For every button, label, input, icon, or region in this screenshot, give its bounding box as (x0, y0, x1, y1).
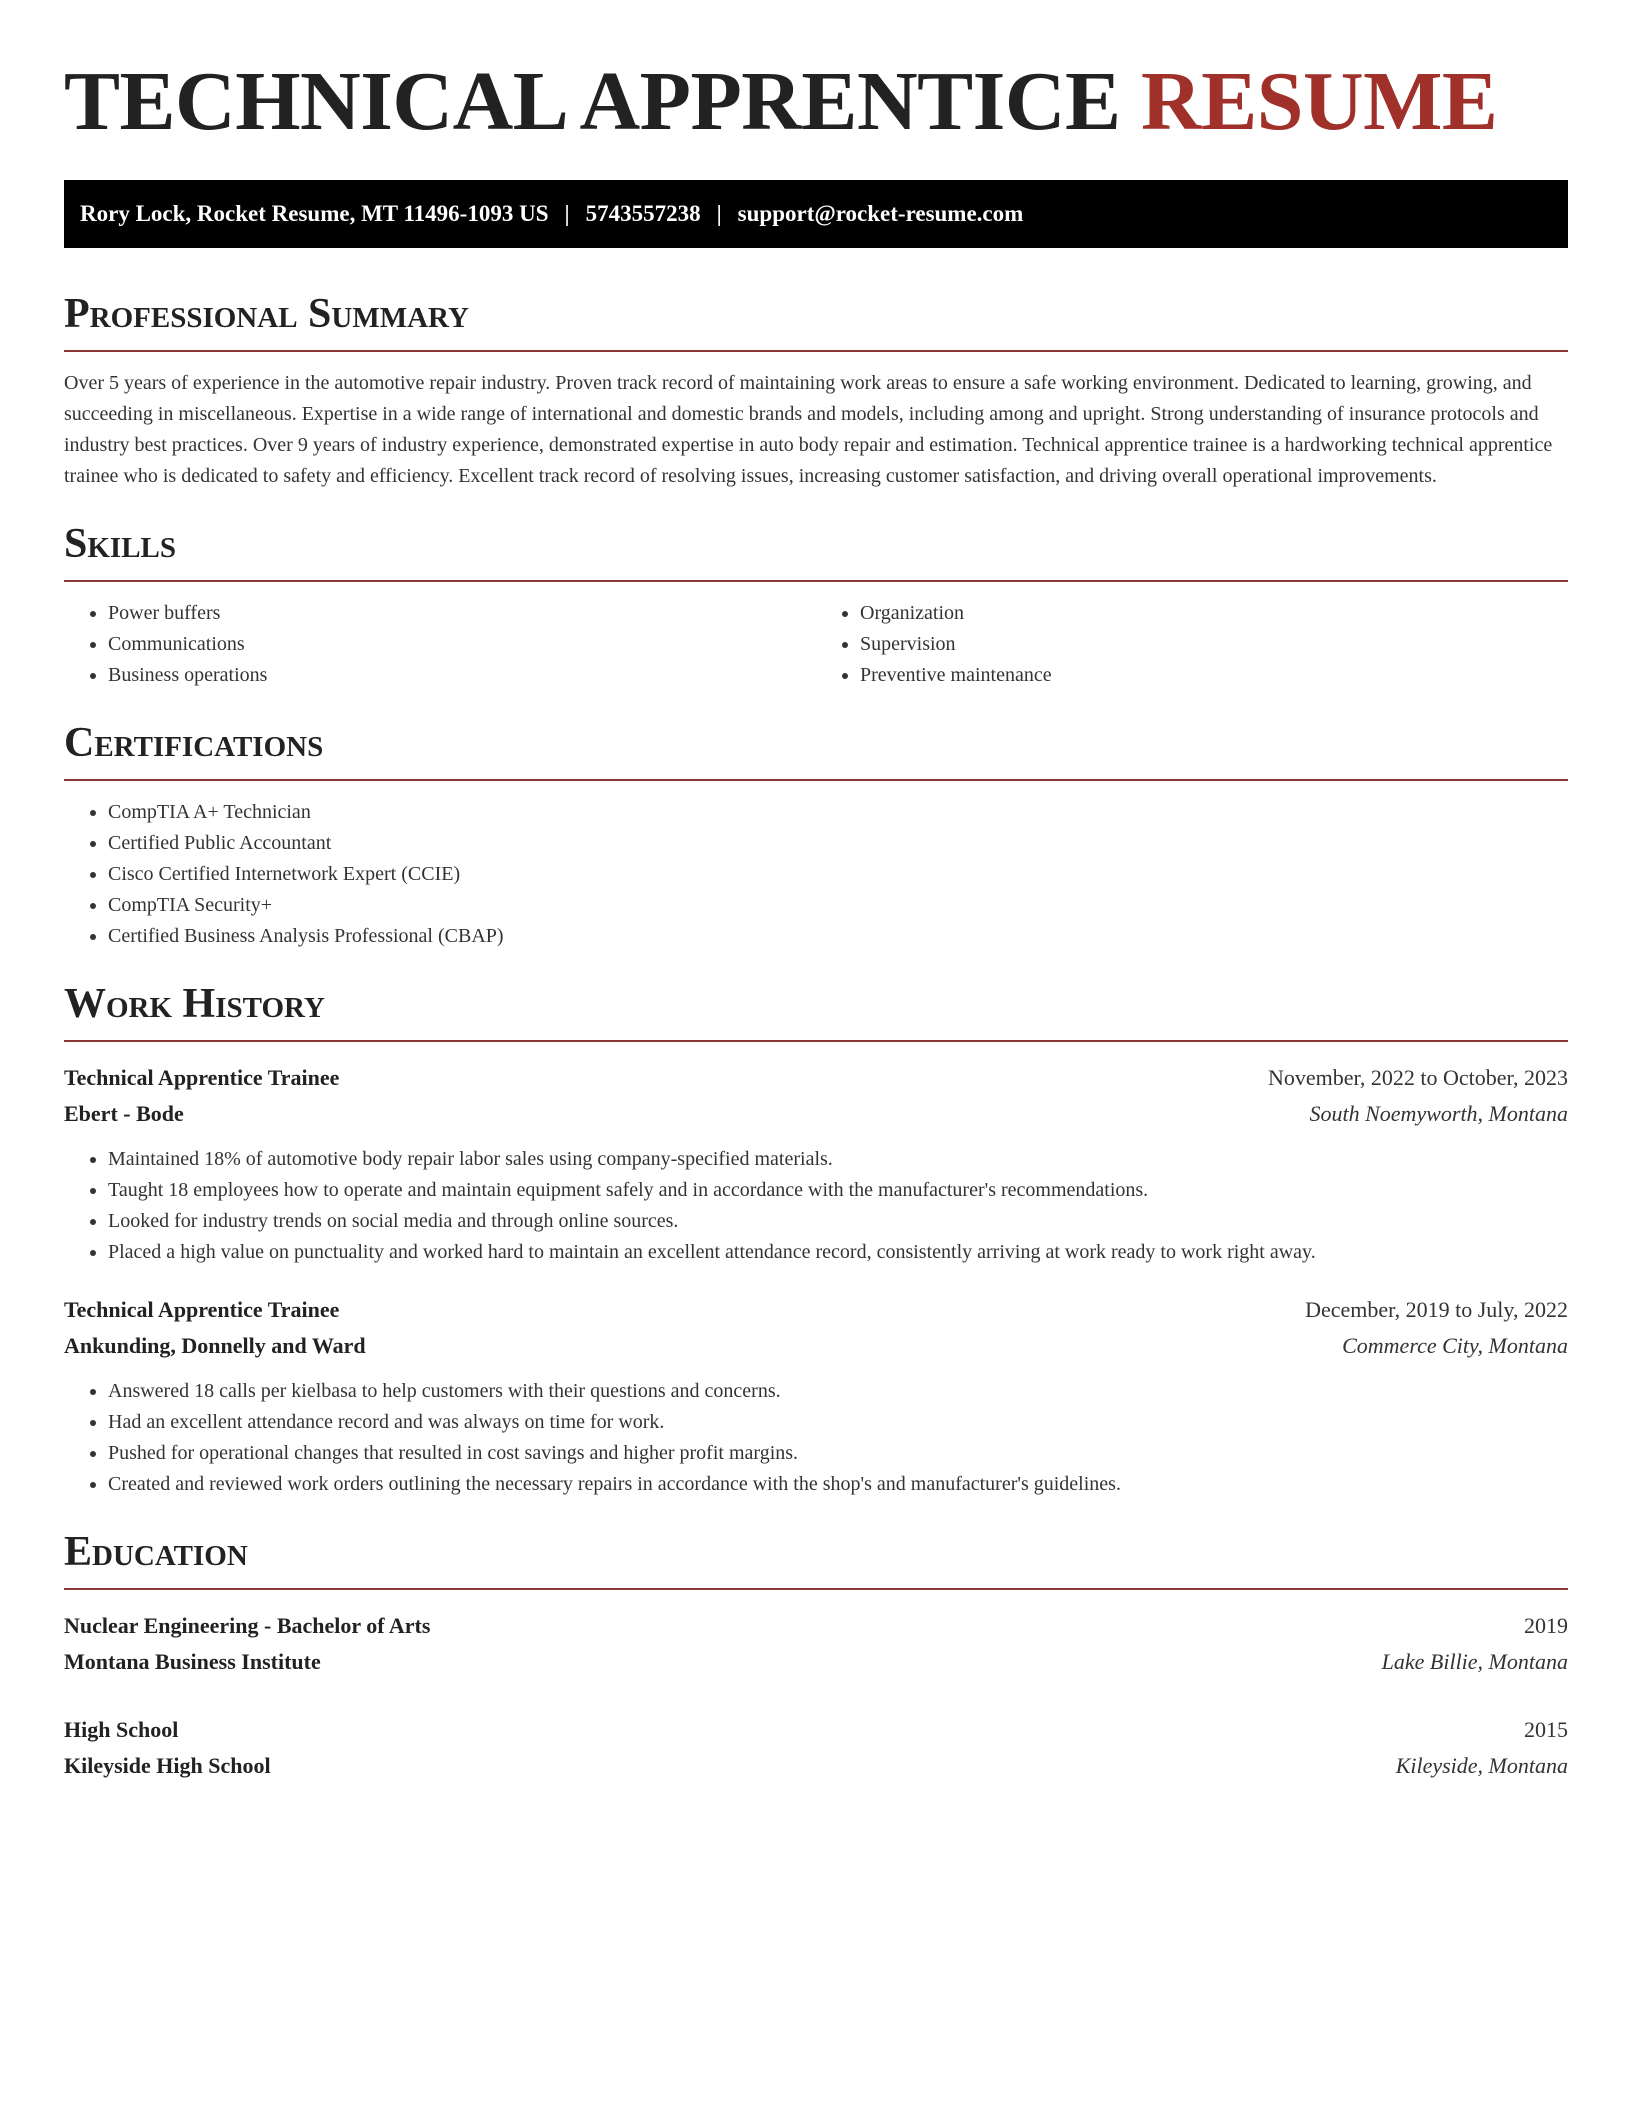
education-degree: High School (64, 1717, 179, 1742)
work-history-section (64, 978, 1568, 1500)
skills-section (64, 518, 1568, 691)
job-title-row (64, 1060, 1568, 1096)
certification-item: • CompTIA A+ Technician (108, 797, 1568, 828)
education-year: 2019 (1524, 1613, 1568, 1638)
education-heading: Education (64, 1526, 1568, 1590)
title-accent: RESUME (1141, 55, 1498, 148)
job-entry (64, 1292, 1568, 1500)
contact-address: Rory Lock, Rocket Resume, MT 11496-1093 US (80, 201, 549, 226)
summary-text: Over 5 years of experience in the automotive repair industry. Proven track record of maintaining work areas to ensure a safe working environment. Dedicated to learning, growing, and succeeding in miscellaneous. Expertise in a wide range of international and domestic brands and models, including among and upright. Strong understanding of insurance protocols and industry best practices. Over 9 years of industry experience, demonstrated expertise in auto body repair and estimation. Technical apprentice trainee is a hardworking technical apprentice trainee who is dedicated to safety and efficiency. Excellent track record of resolving issues, increasing customer satisfaction, and driving overall operational improvements. (64, 372, 1553, 487)
certifications-section (64, 717, 1568, 952)
education-degree: Nuclear Engineering - Bachelor of Arts (64, 1613, 431, 1638)
skills-list-left (64, 598, 816, 691)
education-school-row (64, 1748, 1568, 1784)
skills-list-right (816, 598, 1568, 691)
job-bullet: • Placed a high value on punctuality and worked hard to maintain an excellent attendance record, consistently arriving at work ready to work right away. (108, 1237, 1568, 1268)
job-location: South Noemyworth, Montana (1309, 1101, 1568, 1126)
education-location: Lake Billie, Montana (1381, 1649, 1568, 1674)
education-school: Kileyside High School (64, 1753, 271, 1778)
job-entry (64, 1060, 1568, 1268)
job-bullet: • Taught 18 employees how to operate and maintain equipment safely and in accordance with the manufacturer's recommendations. (108, 1175, 1568, 1206)
job-location: Commerce City, Montana (1342, 1333, 1568, 1358)
contact-separator: | (564, 201, 570, 226)
job-company-row (64, 1328, 1568, 1364)
education-section (64, 1526, 1568, 1784)
certification-item: • Certified Public Accountant (108, 828, 1568, 859)
skill-item: • Power buffers (108, 598, 816, 629)
job-company-row (64, 1096, 1568, 1132)
certification-item: • Certified Business Analysis Professional (CBAP) (108, 921, 1568, 952)
job-bullets (64, 1376, 1568, 1500)
job-bullet: • Looked for industry trends on social media and through online sources. (108, 1206, 1568, 1237)
contact-bar (64, 180, 1568, 248)
skill-item: • Organization (860, 598, 1568, 629)
contact-email[interactable]: support@rocket-resume.com (737, 201, 1024, 226)
job-bullet: • Pushed for operational changes that resulted in cost savings and higher profit margins. (108, 1438, 1568, 1469)
job-bullet: • Created and reviewed work orders outlining the necessary repairs in accordance with the shop's and manufacturer's guidelines. (108, 1469, 1568, 1500)
skill-item: • Communications (108, 629, 816, 660)
education-year: 2015 (1524, 1717, 1568, 1742)
job-title: Technical Apprentice Trainee (64, 1065, 340, 1090)
education-school-row (64, 1644, 1568, 1680)
certifications-list (64, 797, 1568, 952)
job-title-row (64, 1292, 1568, 1328)
resume-title (64, 0, 1568, 152)
contact-separator: | (716, 201, 722, 226)
job-title: Technical Apprentice Trainee (64, 1297, 340, 1322)
education-entry (64, 1712, 1568, 1784)
education-school: Montana Business Institute (64, 1649, 321, 1674)
skill-item: • Supervision (860, 629, 1568, 660)
education-entry (64, 1608, 1568, 1680)
skills-heading: Skills (64, 518, 1568, 582)
work-history-heading: Work History (64, 978, 1568, 1042)
certification-item: • Cisco Certified Internetwork Expert (CCIE) (108, 859, 1568, 890)
certification-item: • CompTIA Security+ (108, 890, 1568, 921)
job-dates: December, 2019 to July, 2022 (1305, 1297, 1568, 1322)
job-bullet: • Answered 18 calls per kielbasa to help customers with their questions and concerns. (108, 1376, 1568, 1407)
job-bullet: • Maintained 18% of automotive body repair labor sales using company-specified materials. (108, 1144, 1568, 1175)
skills-grid (64, 582, 1568, 691)
title-main: TECHNICAL APPRENTICE (64, 55, 1121, 148)
contact-phone[interactable]: 5743557238 (585, 201, 701, 226)
skill-item: • Business operations (108, 660, 816, 691)
education-degree-row (64, 1608, 1568, 1644)
job-dates: November, 2022 to October, 2023 (1267, 1065, 1568, 1090)
education-degree-row (64, 1712, 1568, 1748)
skill-item: • Preventive maintenance (860, 660, 1568, 691)
job-bullet: • Had an excellent attendance record and was always on time for work. (108, 1407, 1568, 1438)
job-company: Ankunding, Donnelly and Ward (64, 1333, 366, 1358)
summary-section (64, 288, 1568, 492)
certifications-heading: Certifications (64, 717, 1568, 781)
job-bullets (64, 1144, 1568, 1268)
job-company: Ebert - Bode (64, 1101, 184, 1126)
summary-heading: Professional Summary (64, 288, 1568, 352)
education-location: Kileyside, Montana (1395, 1753, 1568, 1778)
